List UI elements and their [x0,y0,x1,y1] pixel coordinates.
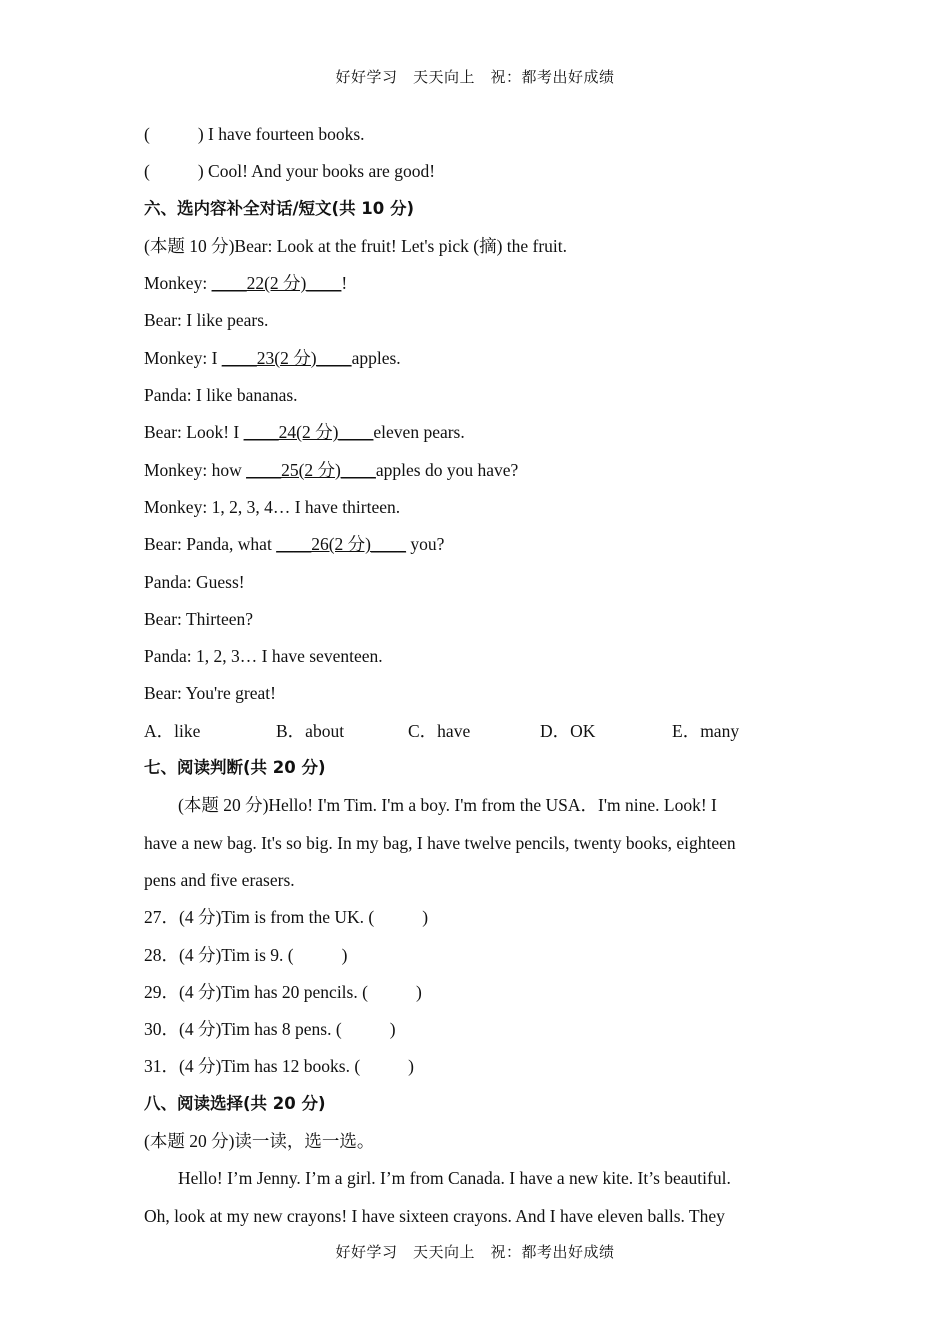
section-6-intro: (本题 10 分)Bear: Look at the fruit! Let's pick (摘) the fruit. [144,235,568,256]
fill-blank-25[interactable]: ____25(2 分)____ [246,459,376,480]
answer-options [144,718,804,755]
dialogue-line: Bear: Thirteen? [144,608,253,629]
option-a[interactable]: A．like [144,720,201,741]
dialogue-line: Panda: 1, 2, 3… I have seventeen. [144,646,383,667]
option-d[interactable]: D．OK [540,720,596,741]
dialogue [144,270,804,718]
judge-question-28: 28．(4 分)Tim is 9. ( ) [144,944,348,965]
passage-line: have a new bag. It's so big. In my bag, I have twelve pencils, twenty books, eighteen [144,832,736,853]
dialogue-line: Panda: I like bananas. [144,385,298,406]
option-e[interactable]: E．many [672,720,740,741]
fill-blank-22[interactable]: ____22(2 分)____ [211,273,342,294]
dialogue-line: Bear: Look! I ____24(2 分)____eleven pears. [144,422,465,443]
passage-line: pens and five erasers. [144,869,295,890]
section-8-title: 八、阅读选择(共 20 分) [144,1093,326,1113]
judge-question-30: 30．(4 分)Tim has 8 pens. ( ) [144,1019,396,1040]
dialogue-line: Monkey: ____22(2 分)____! [144,273,348,294]
dialogue-line: Bear: I like pears. [144,310,269,331]
page-header: 好好学习 天天向上 祝：都考出好成绩 [335,68,615,86]
judge-question-31: 31．(4 分)Tim has 12 books. ( ) [144,1056,414,1077]
document-body [144,121,804,1240]
dialogue-line: Monkey: how ____25(2 分)____apples do you have? [144,459,519,480]
passage-line: (本题 20 分)Hello! I'm Tim. I'm a boy. I'm from the USA．I'm nine. Look! I [178,795,717,816]
dialogue-line: Panda: Guess! [144,571,245,592]
fill-blank-23[interactable]: ____23(2 分)____ [221,347,352,368]
judge-question-27: 27．(4 分)Tim is from the UK. ( ) [144,907,429,928]
answer-line-2: ( ) Cool! And your books are good! [144,161,436,182]
section-8-intro: (本题 20 分)读一读，选一选。 [144,1131,375,1152]
section-6-title: 六、选内容补全对话/短文(共 10 分) [144,198,415,218]
passage-line: Hello! I’m Jenny. I’m a girl. I’m from Canada. I have a new kite. It’s beautiful. [178,1168,731,1189]
judge-question-29: 29．(4 分)Tim has 20 pencils. ( ) [144,981,422,1002]
passage-line: Oh, look at my new crayons! I have sixteen crayons. And I have eleven balls. They [144,1205,725,1226]
fill-blank-24[interactable]: ____24(2 分)____ [243,422,374,443]
page-footer: 好好学习 天天向上 祝：都考出好成绩 [335,1243,615,1261]
fill-blank-26[interactable]: ____26(2 分)____ [276,534,406,555]
dialogue-line: Monkey: I ____23(2 分)____apples. [144,347,401,368]
dialogue-line: Bear: Panda, what ____26(2 分)____ you? [144,534,445,555]
option-b[interactable]: B．about [276,720,345,741]
option-c[interactable]: C．have [408,720,471,741]
dialogue-line: Monkey: 1, 2, 3, 4… I have thirteen. [144,496,401,517]
answer-line-1: ( ) I have fourteen books. [144,124,365,144]
section-7-title: 七、阅读判断(共 20 分) [144,758,326,778]
dialogue-line: Bear: You're great! [144,683,276,704]
